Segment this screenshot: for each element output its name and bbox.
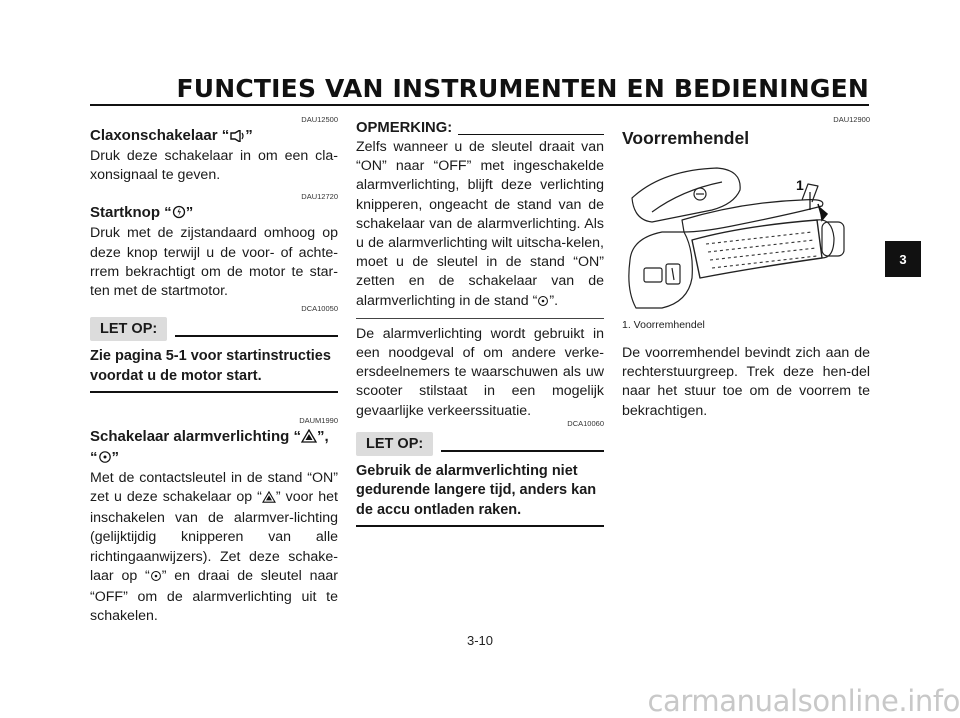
figure-callout-1: 1 (796, 177, 804, 193)
front-brake-lever-heading: Voorremhendel (622, 128, 750, 148)
figure-caption: 1. Voorremhendel (622, 319, 705, 331)
note-line (458, 134, 604, 135)
column-3 (622, 112, 870, 421)
hazard-triangle-icon (301, 429, 317, 448)
watermark: carmanualsonline.info (647, 684, 960, 718)
notice-end-rule (90, 391, 338, 393)
section-code: DAUM1990 (299, 415, 338, 425)
hazard-usage-text: De alarmverlichting wordt gebruikt in een noodgeval of om andere verke-ersdeelnemers te waarschuwen als uw scooter stilstaat in een mogelijk gevaarlijke verkeerssituatie. (356, 325, 604, 419)
front-brake-lever-text: De voorremhendel bevindt zich aan de rechterstuurgreep. Trek deze hen-del naar het stuur toe om de voorrem te bekrachtigen. (622, 345, 870, 419)
notice-label: LET OP: (90, 317, 167, 341)
note-end-rule (356, 318, 604, 319)
notice-label: LET OP: (356, 432, 433, 456)
notice-code: DCA10050 (301, 304, 338, 314)
notice-text: Zie pagina 5-1 voor startinstructies voordat u de motor start. (90, 348, 331, 384)
notice-text: Gebruik de alarmverlichting niet gedurende langere tijd, anders kan de accu ontladen raken. (356, 462, 597, 518)
hazard-switch-text: Met de contactsleutel in de stand “ON” zet u deze schakelaar op “ ” voor het inschakelen van de alarmver-lichting (gelijktijdig knipperen van alle richtingaanwijzers). Zet deze schake-laar op “ ” en draai de sleutel naar “OFF” om de alarmverlichting uit te schakelen. (90, 469, 339, 625)
start-icon (172, 205, 186, 224)
section-code: DAU12720 (301, 192, 338, 202)
note-text: Zelfs wanneer u de sleutel draait van “ON” naar “OFF” met ingeschakelde alarmverlichting, blijft deze verlichting knipperen, ongeacht de stand van de schakelaar van de alarmverlichting. Als u de alarmverlichting wilt uitscha-kelen, moet u de sleutel in de stand “ON” zetten en de schakelaar van de alarmverlichting in de stand “ ”. (356, 138, 604, 313)
start-button-heading: Startknop “ ” (90, 203, 338, 224)
notice-header (356, 432, 604, 456)
horn-switch-text: Druk deze schakelaar in om een cla-xonsignaal te geven. (90, 148, 338, 184)
section-code: DAU12900 (833, 115, 870, 124)
key-position-icon (98, 450, 112, 469)
page-number: 3-10 (466, 633, 494, 648)
horn-switch-heading: Claxonschakelaar “ ” (90, 126, 338, 147)
section-code: DAU12500 (301, 115, 338, 124)
note-header (356, 118, 604, 138)
chapter-tab: 3 (885, 241, 921, 277)
key-position-icon (537, 294, 549, 313)
front-brake-lever-figure (622, 160, 870, 312)
notice-end-rule (356, 525, 604, 527)
notice-line (441, 450, 604, 452)
header-rule (90, 104, 869, 106)
page-header-title: FUNCTIES VAN INSTRUMENTEN EN BEDIENINGEN (176, 74, 869, 103)
note-label: OPMERKING: (356, 120, 453, 136)
notice-line (175, 335, 338, 337)
start-button-text: Druk met de zijstandaard omhoog op deze knop terwijl u de voor- of achte-rrem bekrachtigt om de motor te star-ten met de startmotor. (90, 225, 338, 300)
hazard-switch-heading: Schakelaar alarmverlichting “ ”, “ ” (90, 427, 338, 469)
column-2 (356, 112, 604, 527)
key-position-icon (150, 569, 162, 588)
handlebar-illustration (622, 160, 870, 312)
notice-code: DCA10060 (567, 418, 604, 428)
horn-icon (229, 128, 245, 147)
notice-header (90, 317, 338, 341)
column-1 (90, 112, 338, 626)
hazard-triangle-icon (262, 490, 276, 509)
